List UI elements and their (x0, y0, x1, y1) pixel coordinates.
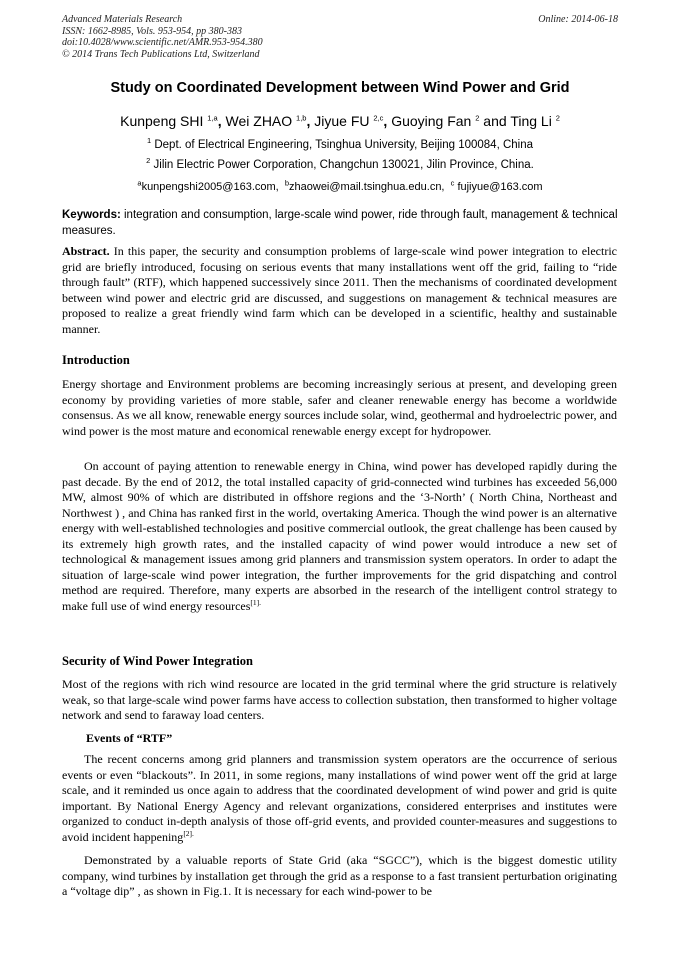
email-sup: c (450, 178, 455, 188)
rtf-paragraph-2: Demonstrated by a valuable reports of State Grid (aka “SGCC”), which is the biggest domestic utility company, wind turbines by installation get through the grid as a response to a fast transient perturbation originating a “voltage dip” , as shown in Fig.1. It is necessary for each wind-power to be (62, 853, 617, 898)
author-name: Jiyue FU (314, 113, 370, 129)
author-sup: 1,a (207, 113, 218, 123)
journal-header (62, 14, 618, 60)
author-name: Guoying Fan (391, 113, 472, 129)
issn-line: ISSN: 1662-8985, Vols. 953-954, pp 380-383 (62, 25, 242, 37)
keywords-label: Keywords: (62, 209, 121, 221)
abstract-label: Abstract. (62, 244, 110, 258)
intro-paragraph-1: Energy shortage and Environment problems are becoming increasingly serious at present, and developing green economy by providing varieties of more stable, safer and cleaner renewable energy has become a worldwide consensus. As we all know, renewable energy sources include solar, wind, geothermal and hydroelectric power, and wind power is the most mature and economical renewable energy except for hydropower. (62, 377, 617, 438)
author-name: Kunpeng SHI (120, 113, 204, 129)
author-list: Kunpeng SHI $^{1,a}$, Wei ZHAO $^{1,b}$, Jiyue FU $^{2,c}$, Guoying Fan $^2$ and Ting Li $^2$ (120, 113, 560, 129)
email-a[interactable]: kunpengshi2005@163.com, (141, 181, 279, 193)
security-paragraph-1: Most of the regions with rich wind resource are located in the grid terminal where the grid structure is relatively weak, so that large-scale wind power farms have access to collection substation, then transformed to higher voltage network and send to faraway load centers. (62, 677, 617, 722)
affiliation-1 (40, 136, 640, 151)
paper-title: Study on Coordinated Development between Wind Power and Grid (110, 80, 570, 96)
author-sup: 2 (475, 113, 480, 123)
subsection-heading-rtf: Events of “RTF” (86, 731, 173, 745)
aff-sup: 1 (146, 136, 152, 146)
author-sup: 1,b (296, 113, 307, 123)
aff-sup: 2 (146, 156, 151, 166)
author-name: Wei ZHAO (225, 113, 293, 129)
doi-line[interactable]: doi:10.4028/www.scientific.net/AMR.953-954.380 (62, 37, 263, 48)
abstract-text: In this paper, the security and consumption problems of large-scale wind power integration to electric grid are briefly introduced, focusing on serious events that many installations went off the grid, failing to “ride through fault” (RTF), which happened successively since 2011. Then the mechanisms of coordinated development between wind power and electric grid are discussed, and suggestions on management & technical measures are proposed to realize a great friendly wind farm which can be developed in a scientific, healthy and sustainable manner. (62, 244, 617, 336)
section-heading-introduction: Introduction (62, 353, 130, 367)
section-heading-security: Security of Wind Power Integration (62, 654, 253, 668)
citation-ref[interactable]: [2]. (183, 828, 194, 838)
journal-name: Advanced Materials Research (62, 14, 183, 25)
email-line (40, 178, 640, 193)
email-sup: a (137, 178, 142, 188)
author-sup: 2 (555, 113, 560, 123)
citation-ref[interactable]: [1]. (250, 597, 262, 607)
keywords (62, 208, 618, 239)
online-date: Online: 2014-06-18 (538, 14, 618, 25)
aff-text: Jilin Electric Power Corporation, Changchun 130021, Jilin Province, China. (153, 159, 534, 171)
author-sup: 2,c (373, 113, 384, 123)
author-name: Ting Li (510, 113, 552, 129)
rtf-paragraph-1 (62, 752, 617, 845)
abstract (62, 244, 617, 337)
email-b[interactable]: zhaowei@mail.tsinghua.edu.cn, (289, 181, 445, 193)
rtf-paragraph-1-text: The recent concerns among grid planners and transmission system operators are the occurrence of serious events or even “blackouts”. In 2011, in some regions, many installations of wind power went off the grid at large scale, and it reminded us once again to address that the coordinated development of wind power and grid is quite important. By National Energy Agency and relevant organizations, considered enterprises and institutes were organized to conduct in-depth analysis of those off-grid events, and provided counter-measures and suggestions to avoid incident happening (62, 752, 617, 844)
keywords-text: integration and consumption, large-scale wind power, ride through fault, management & technical measures. (62, 209, 618, 237)
intro-paragraph-2-text: On account of paying attention to renewable energy in China, wind power has developed rapidly during the past decade. By the end of 2012, the total installed capacity of grid-connected wind turbines has exceeded 56,000 MW, almost 90% of which are distributed in offshore regions and the ‘3-North’ ( North China, Northeast and Northwest ) , and China has ranked first in the world, overtaking America. Though the wind power is an alternative energy with well-established technologies and positive commercial outlook, the great challenge has been caused by its extremely high growth rates, and the installed capacity of wind power would introduce a new set of technological & management issues among grid planners and transmission system operators. In order to adapt the situation of large-scale wind power integration, the further improvements for the grid dispatching and control method are required. Therefore, many experts are absorbed in the research of the intelligent control strategy to make full use of wind energy resources (62, 459, 617, 613)
copyright-line: © 2014 Trans Tech Publications Ltd, Switzerland (62, 48, 260, 60)
intro-paragraph-2 (62, 459, 617, 614)
email-c[interactable]: fujiyue@163.com (457, 181, 543, 193)
email-sup: b (284, 178, 290, 188)
affiliation-2 (40, 156, 640, 171)
aff-text: Dept. of Electrical Engineering, Tsinghua University, Beijing 100084, China (154, 139, 534, 151)
